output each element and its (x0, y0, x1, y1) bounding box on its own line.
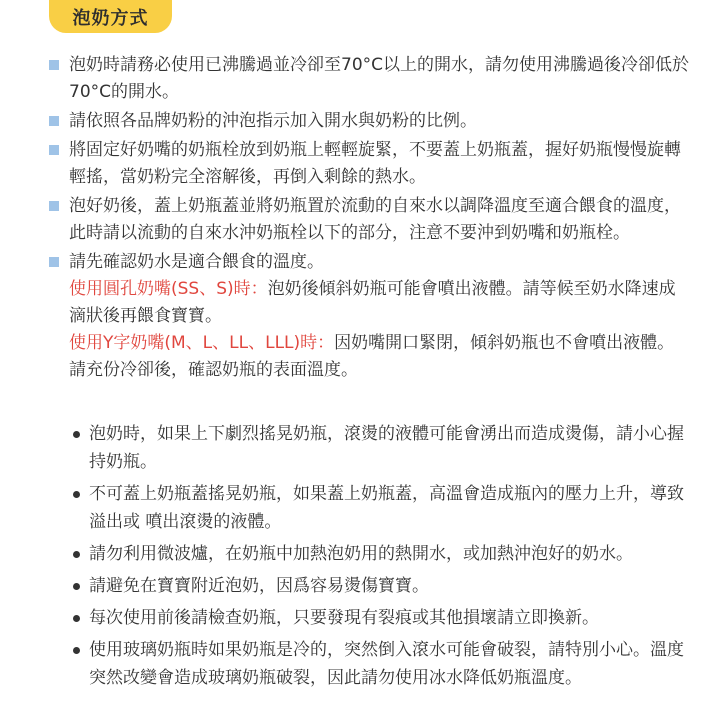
round-nipple-text: 泡奶後傾斜奶瓶可能會噴出液體。請等候至奶水降速成滴狀後再餵食寶寶。 (69, 279, 676, 326)
square-bullet-icon (49, 60, 59, 70)
instruction-text: 泡奶時請務必使用已沸騰過並冷卻至70°C以上的開水，請勿使用沸騰過後冷卻低於70°C的開水。 (69, 55, 690, 102)
square-bullet-icon (49, 116, 59, 126)
round-nipple-label: 使用圓孔奶嘴(SS、S)時： (69, 279, 268, 299)
instruction-list (49, 52, 689, 386)
instruction-text: 請先確認奶水是適合餵食的溫度。 (69, 252, 324, 272)
caution-text: 泡奶時，如果上下劇烈搖晃奶瓶，滾燙的液體可能會湧出而造成燙傷，請小心握持奶瓶。 (89, 424, 684, 472)
caution-item (73, 480, 689, 536)
caution-item (73, 636, 689, 692)
instruction-text: 將固定好奶嘴的奶瓶栓放到奶瓶上輕輕旋緊，不要蓋上奶瓶蓋，握好奶瓶慢慢旋轉輕搖，當奶粉完全溶解後，再倒入剩餘的熱水。 (69, 140, 681, 187)
instruction-item (49, 193, 689, 247)
instruction-text: 請依照各品牌奶粉的沖泡指示加入開水與奶粉的比例。 (69, 111, 477, 131)
dot-bullet-icon (73, 615, 80, 622)
caution-text: 不可蓋上奶瓶蓋搖晃奶瓶，如果蓋上奶瓶蓋，高溫會造成瓶內的壓力上升，導致溢出或 噴出滾燙的液體。 (89, 484, 684, 532)
square-bullet-icon (49, 145, 59, 155)
caution-item (73, 572, 689, 600)
dot-bullet-icon (73, 647, 80, 654)
caution-item (73, 540, 689, 568)
caution-item (73, 420, 689, 476)
dot-bullet-icon (73, 551, 80, 558)
caution-text: 請避免在寶寶附近泡奶，因爲容易燙傷寶寶。 (89, 576, 429, 596)
dot-bullet-icon (73, 583, 80, 590)
caution-item (73, 604, 689, 632)
caution-text: 請勿利用微波爐，在奶瓶中加熱泡奶用的熱開水，或加熱沖泡好的奶水。 (89, 544, 633, 564)
instruction-item (49, 52, 689, 106)
section-title: 泡奶方式 (49, 0, 172, 33)
caution-list (73, 420, 689, 696)
y-nipple-text: 因奶嘴開口緊閉，傾斜奶瓶也不會噴出液體。請充份冷卻後，確認奶瓶的表面溫度。 (69, 333, 675, 380)
y-nipple-label: 使用Y字奶嘴(M、L、LL、LLL)時： (69, 333, 335, 353)
instruction-item (49, 108, 689, 135)
caution-text: 每次使用前後請檢查奶瓶，只要發現有裂痕或其他損壞請立即換新。 (89, 608, 599, 628)
round-nipple-note (69, 276, 689, 330)
instruction-item (49, 249, 689, 384)
square-bullet-icon (49, 201, 59, 211)
square-bullet-icon (49, 257, 59, 267)
instruction-item (49, 137, 689, 191)
instruction-text: 泡好奶後，蓋上奶瓶蓋並將奶瓶置於流動的自來水以調降溫度至適合餵食的溫度，此時請以流動的自來水沖奶瓶栓以下的部分，注意不要沖到奶嘴和奶瓶栓。 (69, 196, 681, 243)
dot-bullet-icon (73, 431, 80, 438)
y-nipple-note (69, 330, 689, 384)
caution-text: 使用玻璃奶瓶時如果奶瓶是冷的，突然倒入滾水可能會破裂，請特別小心。溫度突然改變會造成玻璃奶瓶破裂，因此請勿使用冰水降低奶瓶溫度。 (89, 640, 684, 688)
dot-bullet-icon (73, 491, 80, 498)
